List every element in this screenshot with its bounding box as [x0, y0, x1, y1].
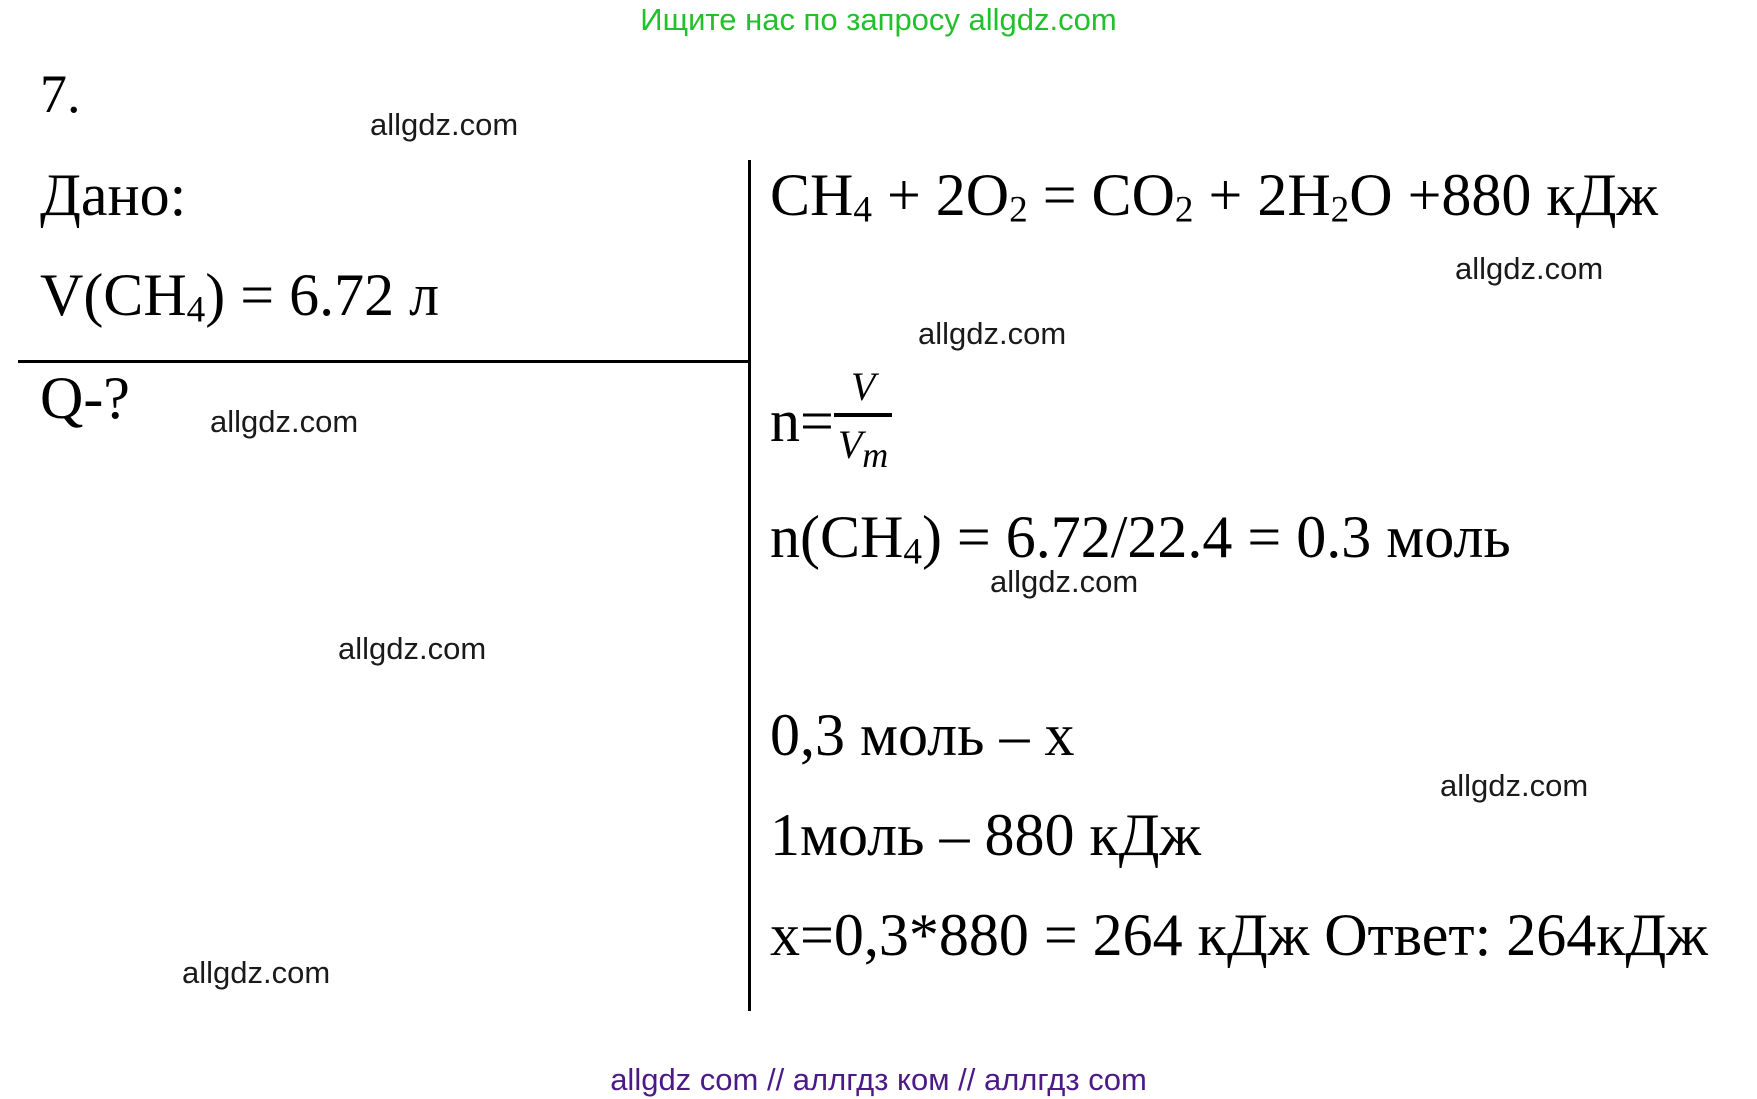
watermark: allgdz.com — [990, 564, 1139, 599]
vertical-divider — [748, 160, 751, 1011]
footer-watermark: allgdz com // аллгдз ком // аллгдз com — [610, 1062, 1147, 1097]
watermark: allgdz.com — [370, 107, 519, 142]
watermark: allgdz.com — [182, 955, 331, 990]
fraction-bar — [834, 413, 892, 417]
fraction-denominator: Vm — [837, 422, 889, 475]
mole-formula — [770, 365, 892, 477]
proportion-line-1: 0,3 моль – x — [770, 702, 1075, 768]
formula-lhs: n= — [770, 388, 834, 454]
watermark: allgdz.com — [338, 631, 487, 666]
watermark: allgdz.com — [918, 316, 1067, 351]
reaction-equation: CH4 + 2O2 = CO2 + 2H2O +880 кДж — [770, 162, 1658, 231]
watermark: allgdz.com — [210, 404, 359, 439]
moles-calculation: n(CH4) = 6.72/22.4 = 0.3 моль — [770, 504, 1511, 573]
given-heading: Дано: — [40, 162, 187, 228]
problem-number: 7. — [40, 64, 81, 124]
given-volume: V(CH4) = 6.72 л — [40, 262, 440, 331]
result-line: x=0,3*880 = 264 кДж Ответ: 264кДж — [770, 902, 1708, 968]
fraction-numerator: V — [850, 364, 876, 409]
watermark: allgdz.com — [1455, 251, 1604, 286]
proportion-line-2: 1моль – 880 кДж — [770, 802, 1202, 868]
find-quantity: Q-? — [40, 365, 130, 431]
watermark: allgdz.com — [1440, 768, 1589, 803]
top-banner: Ищите нас по запросу allgdz.com — [640, 2, 1117, 37]
fraction — [834, 365, 892, 477]
